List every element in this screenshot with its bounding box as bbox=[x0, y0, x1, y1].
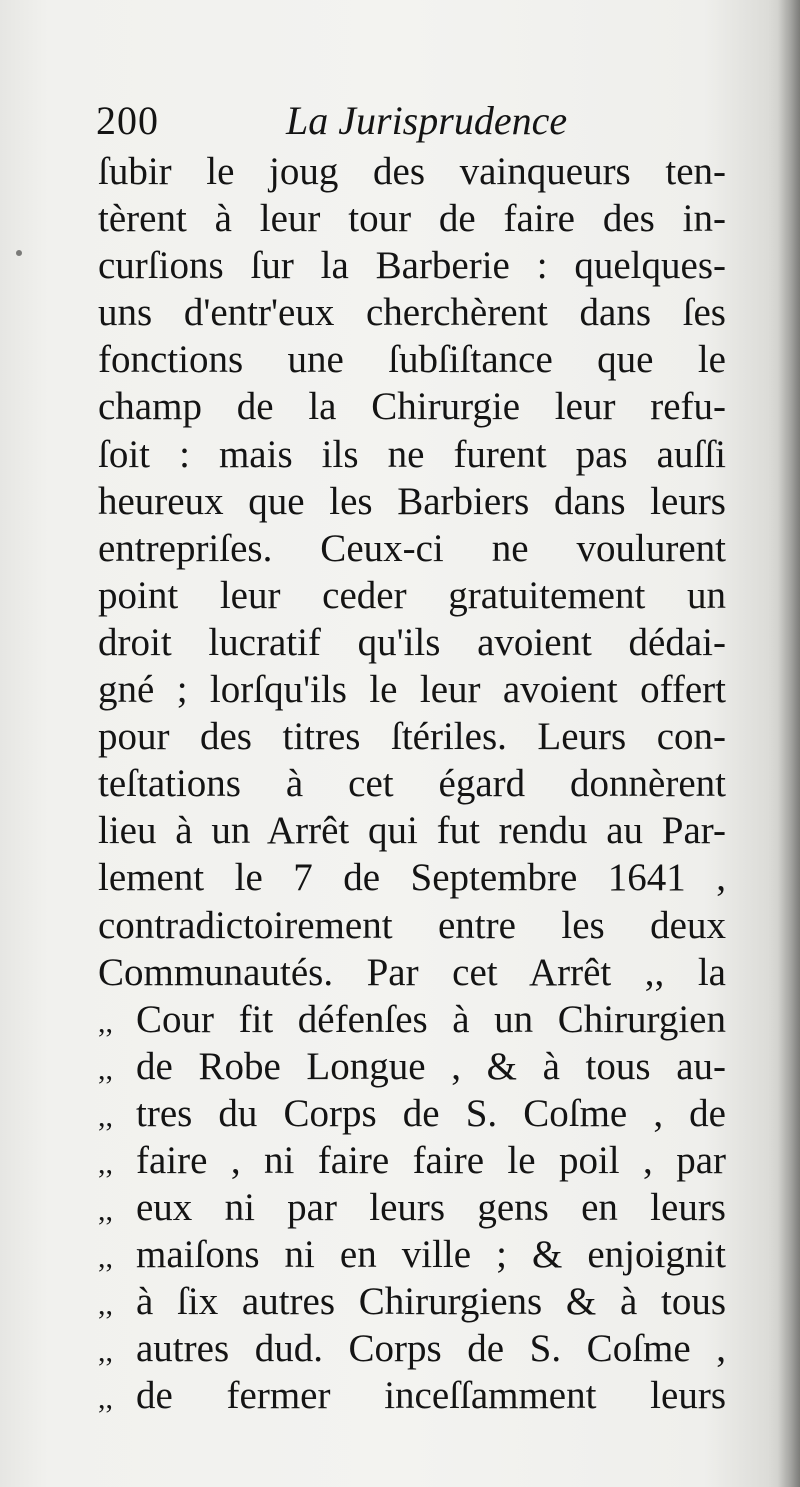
quoted-text: maiſons ni en ville ; & enjoignit bbox=[136, 1233, 726, 1277]
ink-spot bbox=[16, 250, 22, 256]
text-line: champ de la Chirurgie leur refu- bbox=[98, 385, 726, 429]
quote-mark: ,, bbox=[98, 1335, 113, 1369]
text-line: contradictoirement entre les deux bbox=[98, 903, 726, 947]
quote-mark: ,, bbox=[98, 1194, 113, 1228]
quoted-text: à ſix autres Chirurgiens & à tous bbox=[136, 1280, 726, 1324]
text-line: uns d'entr'eux cherchèrent dans ſes bbox=[98, 291, 726, 335]
text-line: ſubir le joug des vainqueurs ten- bbox=[98, 150, 726, 193]
quote-mark: ,, bbox=[98, 1005, 113, 1039]
text-line: gné ; lorſqu'ils le leur avoient offert bbox=[98, 668, 726, 712]
quoted-line bbox=[98, 1231, 726, 1278]
text-line: point leur ceder gratuitement un bbox=[98, 573, 726, 617]
page-gutter-shadow bbox=[778, 0, 800, 1487]
text-line: droit lucratif qu'ils avoient dédai- bbox=[98, 620, 726, 664]
body-text bbox=[98, 148, 726, 1420]
text-line: teſtations à cet égard donnèrent bbox=[98, 762, 726, 806]
quoted-line bbox=[98, 1278, 726, 1325]
text-line: lement le 7 de Septembre 1641 , bbox=[98, 856, 726, 900]
page-header bbox=[96, 96, 616, 146]
quoted-line bbox=[98, 1090, 726, 1137]
quoted-line bbox=[98, 1325, 726, 1372]
running-title: La Jurisprudence bbox=[286, 98, 568, 143]
text-line: Communautés. Par cet Arrêt ,, la bbox=[98, 950, 726, 994]
quote-mark: ,, bbox=[98, 1288, 113, 1322]
text-line: entrepriſes. Ceux-ci ne voulurent bbox=[98, 526, 726, 570]
quoted-text: Cour fit défenſes à un Chirurgien bbox=[136, 997, 726, 1041]
quote-mark: ,, bbox=[98, 1146, 113, 1180]
quoted-text: faire , ni faire faire le poil , par bbox=[136, 1138, 726, 1182]
quoted-text: de Robe Longue , & à tous au- bbox=[136, 1044, 726, 1088]
text-line: curſions ſur la Barberie : quelques- bbox=[98, 244, 726, 288]
quoted-line bbox=[98, 1372, 726, 1419]
text-line: heureux que les Barbiers dans leurs bbox=[98, 479, 726, 523]
quote-mark: ,, bbox=[98, 1052, 113, 1086]
text-line: fonctions une ſubſiſtance que le bbox=[98, 338, 726, 382]
quoted-text: autres dud. Corps de S. Coſme , bbox=[136, 1327, 726, 1371]
quoted-line bbox=[98, 1043, 726, 1090]
quoted-text: tres du Corps de S. Coſme , de bbox=[136, 1091, 726, 1135]
quoted-line bbox=[98, 1184, 726, 1231]
quoted-line bbox=[98, 1137, 726, 1184]
text-line: ſoit : mais ils ne furent pas auſſi bbox=[98, 432, 726, 476]
page-number: 200 bbox=[96, 98, 159, 143]
quoted-text: de fermer inceſſamment leurs bbox=[136, 1374, 726, 1418]
text-line: pour des titres ſtériles. Leurs con- bbox=[98, 715, 726, 759]
quote-mark: ,, bbox=[98, 1241, 113, 1275]
text-line: tèrent à leur tour de faire des in- bbox=[98, 197, 726, 241]
quote-mark: ,, bbox=[98, 1099, 113, 1133]
quote-mark: ,, bbox=[98, 1382, 113, 1416]
text-line: lieu à un Arrêt qui fut rendu au Par- bbox=[98, 809, 726, 853]
quoted-line bbox=[98, 996, 726, 1043]
quoted-text: eux ni par leurs gens en leurs bbox=[136, 1186, 726, 1230]
